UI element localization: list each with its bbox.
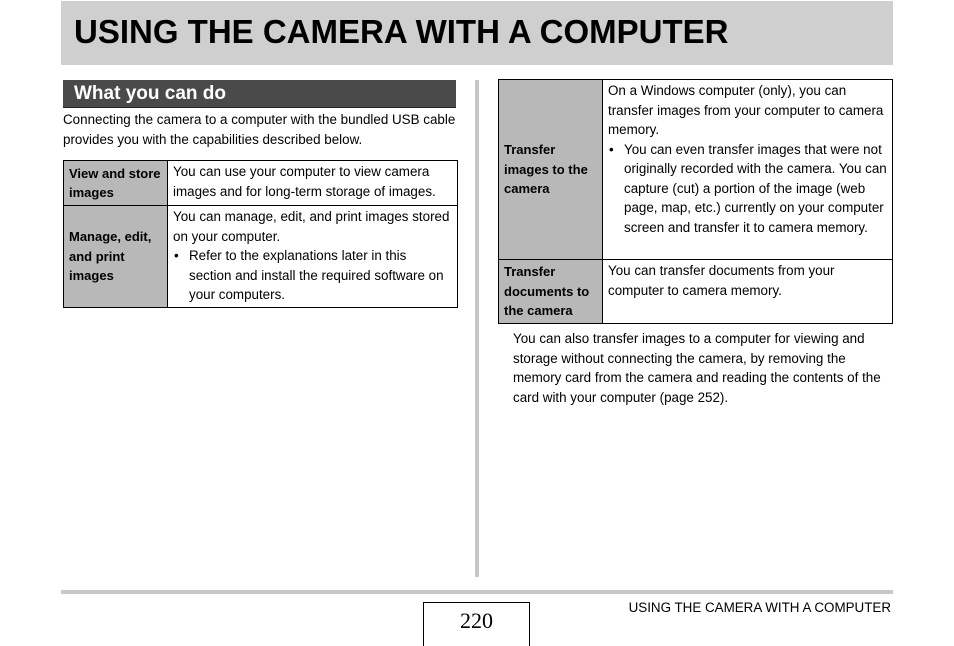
running-title: USING THE CAMERA WITH A COMPUTER (628, 600, 891, 615)
row-description (603, 260, 893, 324)
footer-rule (61, 590, 893, 594)
row-text: On a Windows computer (only), you can transfer images from your computer to camera memory. (608, 83, 884, 137)
row-text: You can use your computer to view camera images and for long-term storage of images. (173, 164, 436, 199)
row-label: Transfer images to the camera (499, 80, 603, 260)
table-row (64, 206, 458, 308)
row-text: You can transfer documents from your computer to camera memory. (608, 263, 835, 298)
table-row (499, 260, 893, 324)
row-text: You can manage, edit, and print images stored on your computer. (173, 209, 450, 244)
page-number: 220 (423, 602, 530, 646)
section-heading: What you can do (63, 80, 456, 108)
capabilities-table-left (63, 160, 458, 308)
row-label: View and store images (64, 161, 168, 206)
row-label: Manage, edit, and print images (64, 206, 168, 308)
table-row (64, 161, 458, 206)
capabilities-table-right (498, 79, 893, 324)
intro-paragraph: Connecting the camera to a computer with the bundled USB cable provides you with the capabilities described below. (63, 112, 456, 147)
bullet-list (173, 246, 452, 305)
bullet-item: • You can even transfer images that were not originally recorded with the camera. You can capture (cut) a portion of the image (web page, map, etc.) currently on your computer screen and transfer it to camera memory. (608, 140, 887, 238)
header-bar (61, 1, 893, 65)
bullet-item: • Refer to the explanations later in this section and install the required software on your computers. (173, 246, 452, 305)
column-divider (475, 80, 479, 577)
row-description (168, 161, 458, 206)
row-label: Transfer documents to the camera (499, 260, 603, 324)
row-description (603, 80, 893, 260)
page-title: USING THE CAMERA WITH A COMPUTER (74, 13, 729, 50)
table-row (499, 80, 893, 260)
note-paragraph: You can also transfer images to a computer for viewing and storage without connecting the camera, by removing the memory card from the camera and reading the contents of the card with your computer (page 252). (513, 331, 881, 405)
bullet-list (608, 140, 887, 238)
row-description (168, 206, 458, 308)
